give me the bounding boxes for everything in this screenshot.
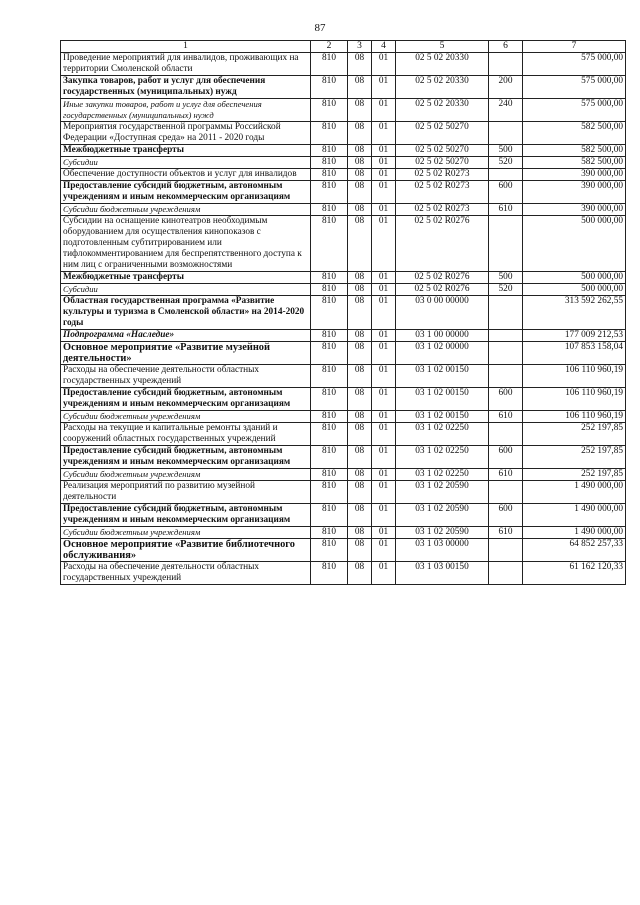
row-vedomstvo-cell: 810: [311, 562, 348, 585]
row-amount-cell: 1 490 000,00: [523, 504, 626, 527]
row-vedomstvo-cell: 810: [311, 481, 348, 504]
row-razdel-cell: 08: [348, 296, 372, 330]
row-podrazdel-cell: 01: [372, 365, 396, 388]
row-amount-cell: 575 000,00: [523, 76, 626, 99]
row-razdel-cell: 08: [348, 99, 372, 122]
row-name-cell: Субсидии бюджетным учреждениям: [61, 527, 311, 539]
row-vedomstvo-cell: 810: [311, 284, 348, 296]
row-podrazdel-cell: 01: [372, 539, 396, 562]
row-name-cell: Основное мероприятие «Развитие библиотечного обслуживания»: [61, 539, 311, 562]
row-vid-cell: 610: [489, 469, 523, 481]
row-name-cell: Расходы на обеспечение деятельности областных государственных учреждений: [61, 562, 311, 585]
row-name-cell: Субсидии: [61, 157, 311, 169]
row-vid-cell: [489, 539, 523, 562]
row-name-cell: Расходы на обеспечение деятельности областных государственных учреждений: [61, 365, 311, 388]
row-vedomstvo-cell: 810: [311, 423, 348, 446]
row-vedomstvo-cell: 810: [311, 76, 348, 99]
row-target-cell: 02 5 02 R0276: [396, 216, 489, 272]
row-podrazdel-cell: 01: [372, 446, 396, 469]
table-row: [61, 204, 626, 216]
row-vid-cell: 200: [489, 76, 523, 99]
row-target-cell: 02 5 02 50270: [396, 157, 489, 169]
row-amount-cell: 252 197,85: [523, 423, 626, 446]
row-name-cell: Межбюджетные трансферты: [61, 272, 311, 284]
row-podrazdel-cell: 01: [372, 423, 396, 446]
row-target-cell: 02 5 02 50270: [396, 122, 489, 145]
row-vedomstvo-cell: 810: [311, 181, 348, 204]
row-name-cell: Субсидии: [61, 284, 311, 296]
row-vid-cell: 500: [489, 272, 523, 284]
row-razdel-cell: 08: [348, 145, 372, 157]
row-vid-cell: [489, 423, 523, 446]
table-row: [61, 504, 626, 527]
row-razdel-cell: 08: [348, 272, 372, 284]
row-vedomstvo-cell: 810: [311, 296, 348, 330]
row-razdel-cell: 08: [348, 481, 372, 504]
row-amount-cell: 582 500,00: [523, 157, 626, 169]
row-target-cell: 02 5 02 20330: [396, 76, 489, 99]
row-vedomstvo-cell: 810: [311, 539, 348, 562]
table-row: [61, 527, 626, 539]
row-podrazdel-cell: 01: [372, 342, 396, 365]
row-razdel-cell: 08: [348, 423, 372, 446]
row-amount-cell: 575 000,00: [523, 53, 626, 76]
row-name-cell: Предоставление субсидий бюджетным, автономным учреждениям и иным некоммерческим организациям: [61, 388, 311, 411]
row-name-cell: Субсидии бюджетным учреждениям: [61, 411, 311, 423]
table-row: [61, 76, 626, 99]
row-name-cell: Расходы на текущие и капитальные ремонты зданий и сооружений областных государственных учреждений: [61, 423, 311, 446]
row-amount-cell: 177 009 212,53: [523, 330, 626, 342]
row-name-cell: Подпрограмма «Наследие»: [61, 330, 311, 342]
row-razdel-cell: 08: [348, 365, 372, 388]
table-row: [61, 539, 626, 562]
row-name-cell: Предоставление субсидий бюджетным, автономным учреждениям и иным некоммерческим организациям: [61, 504, 311, 527]
row-amount-cell: 1 490 000,00: [523, 481, 626, 504]
row-amount-cell: 500 000,00: [523, 284, 626, 296]
row-target-cell: 03 1 02 00000: [396, 342, 489, 365]
row-podrazdel-cell: 01: [372, 296, 396, 330]
row-razdel-cell: 08: [348, 446, 372, 469]
row-target-cell: 03 1 02 00150: [396, 388, 489, 411]
row-vedomstvo-cell: 810: [311, 169, 348, 181]
row-target-cell: 03 1 02 20590: [396, 481, 489, 504]
row-target-cell: 03 1 02 00150: [396, 411, 489, 423]
row-name-cell: Субсидии бюджетным учреждениям: [61, 469, 311, 481]
row-name-cell: Субсидии на оснащение кинотеатров необходимым оборудованием для осуществления кинопоказов с подготовленным субтитрированием или тифлокомментированием для беспрепятственного доступа к ним лиц с ограниченными возможностями: [61, 216, 311, 272]
budget-table: [60, 40, 626, 585]
table-row: [61, 330, 626, 342]
row-vid-cell: 610: [489, 411, 523, 423]
row-target-cell: 02 5 02 R0273: [396, 169, 489, 181]
row-amount-cell: 64 852 257,33: [523, 539, 626, 562]
table-row: [61, 411, 626, 423]
row-vedomstvo-cell: 810: [311, 204, 348, 216]
row-target-cell: 02 5 02 50270: [396, 145, 489, 157]
row-vid-cell: [489, 481, 523, 504]
table-row: [61, 145, 626, 157]
header-cell-razdel: 3: [348, 41, 372, 53]
row-name-cell: Мероприятия государственной программы Российской Федерации «Доступная среда» на 2011 - 2020 годы: [61, 122, 311, 145]
row-name-cell: Субсидии бюджетным учреждениям: [61, 204, 311, 216]
row-name-cell: Закупка товаров, работ и услуг для обеспечения государственных (муниципальных) нужд: [61, 76, 311, 99]
row-vedomstvo-cell: 810: [311, 216, 348, 272]
header-cell-vid: 6: [489, 41, 523, 53]
row-amount-cell: 107 853 158,04: [523, 342, 626, 365]
row-vedomstvo-cell: 810: [311, 411, 348, 423]
row-podrazdel-cell: 01: [372, 204, 396, 216]
row-amount-cell: 252 197,85: [523, 446, 626, 469]
row-name-cell: Обеспечение доступности объектов и услуг для инвалидов: [61, 169, 311, 181]
row-razdel-cell: 08: [348, 527, 372, 539]
row-target-cell: 03 1 03 00150: [396, 562, 489, 585]
row-vedomstvo-cell: 810: [311, 365, 348, 388]
row-target-cell: 02 5 02 R0276: [396, 284, 489, 296]
row-podrazdel-cell: 01: [372, 527, 396, 539]
row-target-cell: 02 5 02 20330: [396, 99, 489, 122]
table-row: [61, 99, 626, 122]
row-podrazdel-cell: 01: [372, 169, 396, 181]
row-podrazdel-cell: 01: [372, 481, 396, 504]
row-vid-cell: [489, 342, 523, 365]
row-podrazdel-cell: 01: [372, 216, 396, 272]
row-amount-cell: 313 592 262,55: [523, 296, 626, 330]
row-podrazdel-cell: 01: [372, 388, 396, 411]
row-vid-cell: [489, 53, 523, 76]
row-razdel-cell: 08: [348, 284, 372, 296]
row-amount-cell: 390 000,00: [523, 169, 626, 181]
row-podrazdel-cell: 01: [372, 157, 396, 169]
row-razdel-cell: 08: [348, 342, 372, 365]
table-row: [61, 469, 626, 481]
page-number: 87: [314, 22, 326, 34]
header-cell-target: 5: [396, 41, 489, 53]
table-row: [61, 216, 626, 272]
row-target-cell: 03 1 02 02250: [396, 423, 489, 446]
row-razdel-cell: 08: [348, 411, 372, 423]
row-razdel-cell: 08: [348, 388, 372, 411]
table-row: [61, 388, 626, 411]
row-razdel-cell: 08: [348, 539, 372, 562]
row-vid-cell: 600: [489, 504, 523, 527]
table-row: [61, 481, 626, 504]
table-row: [61, 296, 626, 330]
row-target-cell: 03 1 02 00150: [396, 365, 489, 388]
table-body: [61, 53, 626, 585]
row-amount-cell: 252 197,85: [523, 469, 626, 481]
row-vedomstvo-cell: 810: [311, 53, 348, 76]
header-cell-amount: 7: [523, 41, 626, 53]
row-razdel-cell: 08: [348, 53, 372, 76]
row-amount-cell: 500 000,00: [523, 216, 626, 272]
row-name-cell: Межбюджетные трансферты: [61, 145, 311, 157]
row-target-cell: 03 1 02 02250: [396, 469, 489, 481]
table-row: [61, 342, 626, 365]
row-vid-cell: [489, 216, 523, 272]
row-amount-cell: 582 500,00: [523, 122, 626, 145]
row-target-cell: 03 1 02 20590: [396, 504, 489, 527]
row-podrazdel-cell: 01: [372, 99, 396, 122]
row-vid-cell: 600: [489, 446, 523, 469]
row-vid-cell: [489, 330, 523, 342]
table-row: [61, 562, 626, 585]
row-target-cell: 02 5 02 20330: [396, 53, 489, 76]
table-row: [61, 169, 626, 181]
row-name-cell: Иные закупки товаров, работ и услуг для обеспечения государственных (муниципальных) нужд: [61, 99, 311, 122]
row-podrazdel-cell: 01: [372, 53, 396, 76]
row-podrazdel-cell: 01: [372, 330, 396, 342]
row-podrazdel-cell: 01: [372, 469, 396, 481]
table-row: [61, 272, 626, 284]
table-row: [61, 122, 626, 145]
row-vedomstvo-cell: 810: [311, 469, 348, 481]
row-podrazdel-cell: 01: [372, 145, 396, 157]
row-vedomstvo-cell: 810: [311, 157, 348, 169]
row-target-cell: 03 1 02 20590: [396, 527, 489, 539]
row-razdel-cell: 08: [348, 469, 372, 481]
table-row: [61, 157, 626, 169]
row-razdel-cell: 08: [348, 76, 372, 99]
row-amount-cell: 500 000,00: [523, 272, 626, 284]
row-vedomstvo-cell: 810: [311, 99, 348, 122]
row-vid-cell: [489, 562, 523, 585]
row-razdel-cell: 08: [348, 181, 372, 204]
row-vedomstvo-cell: 810: [311, 122, 348, 145]
row-target-cell: 03 1 03 00000: [396, 539, 489, 562]
row-vid-cell: [489, 296, 523, 330]
row-amount-cell: 106 110 960,19: [523, 365, 626, 388]
row-target-cell: 03 1 02 02250: [396, 446, 489, 469]
row-razdel-cell: 08: [348, 330, 372, 342]
row-razdel-cell: 08: [348, 504, 372, 527]
row-podrazdel-cell: 01: [372, 76, 396, 99]
row-razdel-cell: 08: [348, 157, 372, 169]
row-target-cell: 02 5 02 R0273: [396, 204, 489, 216]
header-cell-name: 1: [61, 41, 311, 53]
row-podrazdel-cell: 01: [372, 562, 396, 585]
row-vid-cell: 600: [489, 388, 523, 411]
row-razdel-cell: 08: [348, 216, 372, 272]
table-row: [61, 365, 626, 388]
row-amount-cell: 106 110 960,19: [523, 388, 626, 411]
row-target-cell: 02 5 02 R0273: [396, 181, 489, 204]
row-amount-cell: 390 000,00: [523, 204, 626, 216]
row-amount-cell: 390 000,00: [523, 181, 626, 204]
row-podrazdel-cell: 01: [372, 272, 396, 284]
row-amount-cell: 61 162 120,33: [523, 562, 626, 585]
row-razdel-cell: 08: [348, 204, 372, 216]
row-vid-cell: 600: [489, 181, 523, 204]
row-vid-cell: 240: [489, 99, 523, 122]
row-podrazdel-cell: 01: [372, 181, 396, 204]
table-row: [61, 284, 626, 296]
row-target-cell: 02 5 02 R0276: [396, 272, 489, 284]
row-vid-cell: [489, 169, 523, 181]
row-amount-cell: 575 000,00: [523, 99, 626, 122]
row-vid-cell: 520: [489, 157, 523, 169]
row-amount-cell: 582 500,00: [523, 145, 626, 157]
row-vedomstvo-cell: 810: [311, 342, 348, 365]
row-vedomstvo-cell: 810: [311, 446, 348, 469]
row-vedomstvo-cell: 810: [311, 272, 348, 284]
row-amount-cell: 1 490 000,00: [523, 527, 626, 539]
row-name-cell: Областная государственная программа «Развитие культуры и туризма в Смоленской области» на 2014-2020 годы: [61, 296, 311, 330]
table-row: [61, 53, 626, 76]
row-vid-cell: [489, 122, 523, 145]
row-vid-cell: [489, 365, 523, 388]
row-vid-cell: 610: [489, 204, 523, 216]
row-amount-cell: 106 110 960,19: [523, 411, 626, 423]
row-vedomstvo-cell: 810: [311, 504, 348, 527]
row-name-cell: Предоставление субсидий бюджетным, автономным учреждениям и иным некоммерческим организациям: [61, 181, 311, 204]
table-row: [61, 423, 626, 446]
table-row: [61, 446, 626, 469]
row-vid-cell: 610: [489, 527, 523, 539]
row-vedomstvo-cell: 810: [311, 527, 348, 539]
row-name-cell: Проведение мероприятий для инвалидов, проживающих на территории Смоленской области: [61, 53, 311, 76]
row-target-cell: 03 0 00 00000: [396, 296, 489, 330]
row-vid-cell: 520: [489, 284, 523, 296]
table-row: [61, 181, 626, 204]
row-podrazdel-cell: 01: [372, 411, 396, 423]
row-razdel-cell: 08: [348, 122, 372, 145]
row-podrazdel-cell: 01: [372, 122, 396, 145]
row-podrazdel-cell: 01: [372, 284, 396, 296]
row-vedomstvo-cell: 810: [311, 388, 348, 411]
header-cell-podrazdel: 4: [372, 41, 396, 53]
row-razdel-cell: 08: [348, 562, 372, 585]
header-cell-vedomstvo: 2: [311, 41, 348, 53]
row-podrazdel-cell: 01: [372, 504, 396, 527]
row-name-cell: Основное мероприятие «Развитие музейной деятельности»: [61, 342, 311, 365]
header-row: [61, 41, 626, 53]
row-razdel-cell: 08: [348, 169, 372, 181]
row-name-cell: Предоставление субсидий бюджетным, автономным учреждениям и иным некоммерческим организациям: [61, 446, 311, 469]
row-vedomstvo-cell: 810: [311, 330, 348, 342]
row-target-cell: 03 1 00 00000: [396, 330, 489, 342]
row-name-cell: Реализация мероприятий по развитию музейной деятельности: [61, 481, 311, 504]
row-vedomstvo-cell: 810: [311, 145, 348, 157]
row-vid-cell: 500: [489, 145, 523, 157]
